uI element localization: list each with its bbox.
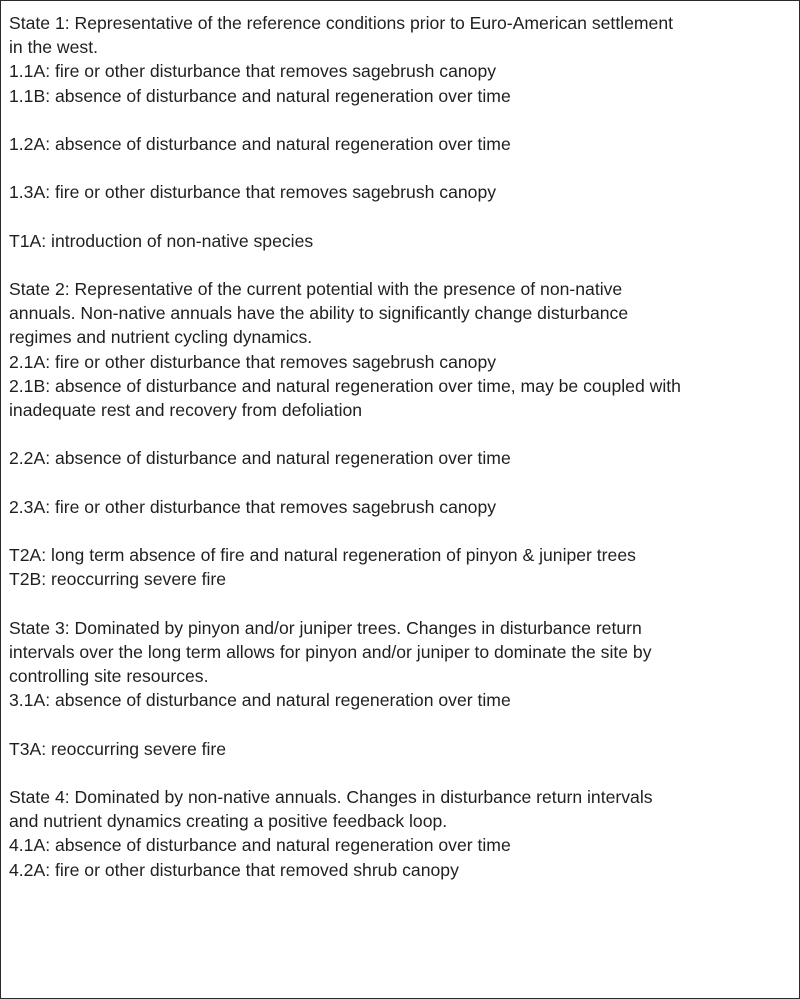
spacer (9, 156, 793, 180)
pathway-1-1b: 1.1B: absence of disturbance and natural regeneration over time (9, 85, 511, 106)
state-2-heading-line-2: annuals. Non-native annuals have the ability to significantly change disturbance (9, 303, 629, 324)
pathway-2-3a: 2.3A: fire or other disturbance that removes sagebrush canopy (9, 496, 497, 517)
state-transition-legend (9, 11, 793, 882)
pathway-4-2a: 4.2A: fire or other disturbance that removed shrub canopy (9, 859, 459, 880)
spacer (9, 761, 793, 785)
spacer (9, 471, 793, 495)
pathway-2-1a: 2.1A: fire or other disturbance that removes sagebrush canopy (9, 351, 497, 372)
state-1-heading-line-2: in the west. (9, 37, 98, 58)
state-2-heading-line-1: State 2: Representative of the current potential with the presence of non-native (9, 279, 623, 300)
pathway-2-1b-line-2: inadequate rest and recovery from defoliation (9, 400, 363, 420)
state-4-heading-line-1: State 4: Dominated by non-native annuals. Changes in disturbance return intervals (9, 787, 653, 807)
state-1-heading-line-1: State 1: Representative of the reference conditions prior to Euro-American settlement (9, 13, 674, 33)
state-4-heading-line-2: and nutrient dynamics creating a positive feedback loop. (9, 811, 448, 832)
transition-t3a: T3A: reoccurring severe fire (9, 738, 227, 759)
state-2-heading-line-3: regimes and nutrient cycling dynamics. (9, 327, 313, 348)
pathway-4-1a: 4.1A: absence of disturbance and natural regeneration over time (9, 835, 511, 856)
transition-t2a: T2A: long term absence of fire and natural regeneration of pinyon & juniper trees (9, 545, 636, 566)
spacer (9, 519, 793, 543)
state-3-heading-line-2: intervals over the long term allows for pinyon and/or juniper to dominate the site by (9, 641, 652, 662)
spacer (9, 253, 793, 277)
pathway-3-1a: 3.1A: absence of disturbance and natural regeneration over time (9, 690, 511, 711)
spacer (9, 712, 793, 736)
pathway-2-2a: 2.2A: absence of disturbance and natural regeneration over time (9, 448, 511, 469)
pathway-1-2a: 1.2A: absence of disturbance and natural regeneration over time (9, 133, 511, 154)
pathway-1-3a: 1.3A: fire or other disturbance that removes sagebrush canopy (9, 182, 497, 203)
state-3-heading-line-1: State 3: Dominated by pinyon and/or juniper trees. Changes in disturbance return (9, 617, 642, 638)
spacer (9, 205, 793, 229)
pathway-1-1a: 1.1A: fire or other disturbance that removes sagebrush canopy (9, 61, 497, 82)
transition-t2b: T2B: reoccurring severe fire (9, 569, 227, 590)
pathway-2-1b-line-1: 2.1B: absence of disturbance and natural regeneration over time, may be coupled with (9, 375, 681, 396)
spacer (9, 108, 793, 132)
state-3-heading-line-3: controlling site resources. (9, 666, 209, 687)
transition-t1a: T1A: introduction of non-native species (9, 230, 314, 251)
spacer (9, 422, 793, 446)
spacer (9, 592, 793, 616)
